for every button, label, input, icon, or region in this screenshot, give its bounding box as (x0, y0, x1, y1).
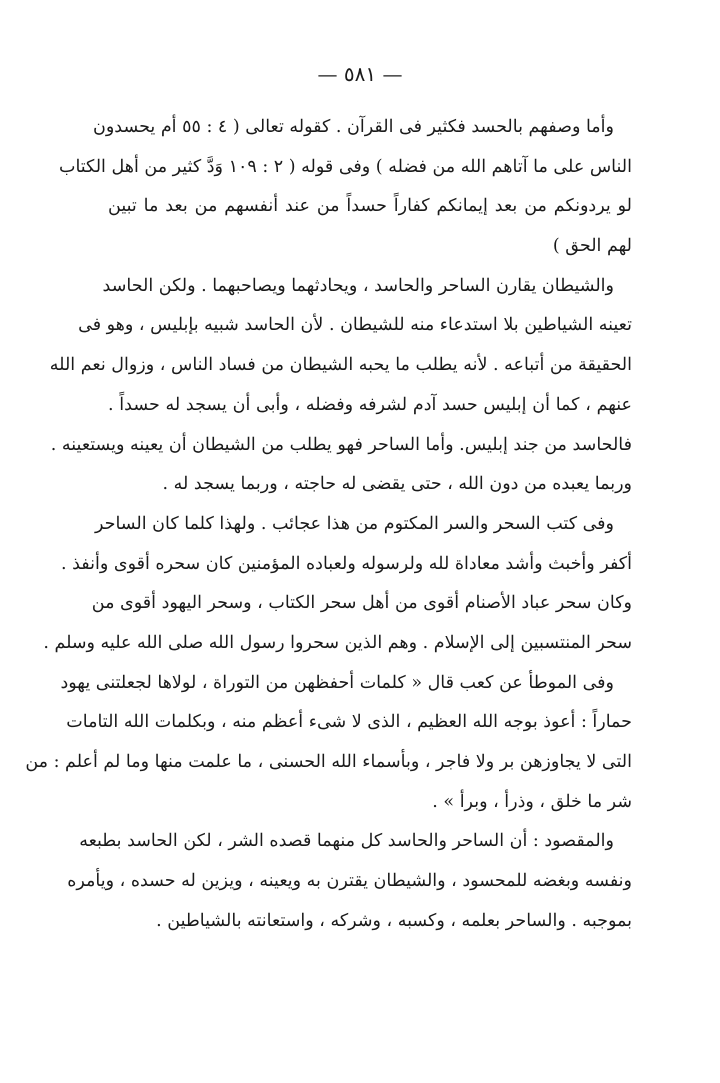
body-text (25, 108, 632, 941)
text-line: والمقصود : أن الساحر والحاسد كل منهما قصده الشر ، لكن الحاسد بطبعه (79, 831, 614, 852)
text-line: شر ما خلق ، وذرأ ، وبرأ » . (432, 791, 632, 812)
paragraph-4 (25, 664, 632, 823)
text-line: لهم الحق ) (552, 236, 632, 257)
text-line: التى لا يجاوزهن بر ولا فاجر ، وبأسماء الله الحسنى ، ما علمت منها وما لم أعلم : من (25, 752, 632, 772)
text-line: وأما وصفهم بالحسد فكثير فى القرآن . كقوله تعالى ( ٤ : ٥٥ أم يحسدون (92, 117, 614, 137)
text-line: بموجبه . والساحر بعلمه ، وكسبه ، وشركه ، واستعانته بالشياطين . (156, 910, 632, 931)
paragraph-1 (58, 108, 632, 267)
text-line: والشيطان يقارن الساحر والحاسد ، ويحادثهما ويصاحبهما . ولكن الحاسد (102, 275, 614, 296)
text-line: وربما يعبده من دون الله ، حتى يقضى له حاجته ، وربما يسجد له . (162, 474, 632, 495)
text-line: وفى كتب السحر والسر المكتوم من هذا عجائب . ولهذا كلما كان الساحر (94, 513, 614, 534)
text-line: تعينه الشياطين بلا استدعاء منه للشيطان . لأن الحاسد شبيه بإبليس ، وهو فى (78, 315, 632, 336)
paragraph-3 (43, 505, 632, 664)
text-line: الحقيقة من أتباعه . لأنه يطلب ما يحبه الشيطان من فساد الناس ، وزوال نعم الله (49, 355, 632, 376)
text-line: الناس على ما آتاهم الله من فضله ) وفى قوله ( ٢ : ١٠٩ وَدَّ كثير من أهل الكتاب (58, 156, 632, 177)
text-line: حماراً : أعوذ بوجه الله العظيم ، الذى لا شىء أعظم منه ، وبكلمات الله التامات (66, 712, 632, 733)
text-line: لو يردونكم من بعد إيمانكم كفاراً حسداً من عند أنفسهم من بعد ما تبين (108, 196, 632, 217)
text-line: فالحاسد من جند إبليس. وأما الساحر فهو يطلب من الشيطان أن يعينه ويستعينه . (50, 434, 632, 455)
text-line: أكفر وأخبث وأشد معاداة لله ولرسوله ولعباده المؤمنين كان سحره أقوى وأنفذ . (60, 553, 632, 574)
page-number: — ٥٨١ — (317, 62, 403, 86)
paragraph-2 (49, 267, 632, 505)
text-line: ونفسه وبغضه للمحسود ، والشيطان يقترن به ويعينه ، ويزين له حسده ، ويأمره (67, 871, 632, 892)
text-line: سحر المنتسبين إلى الإسلام . وهم الذين سحروا رسول الله صلى الله عليه وسلم . (43, 632, 632, 653)
text-line: وكان سحر عباد الأصنام أقوى من أهل سحر الكتاب ، وسحر اليهود أقوى من (91, 593, 632, 614)
text-line: وفى الموطأ عن كعب قال « كلمات أحفظهن من التوراة ، لولاها لجعلتنى يهود (60, 672, 614, 693)
paragraph-5 (67, 822, 632, 941)
text-line: عنهم ، كما أن إبليس حسد آدم لشرفه وفضله ، وأبى أن يسجد له حسداً . (108, 394, 632, 415)
